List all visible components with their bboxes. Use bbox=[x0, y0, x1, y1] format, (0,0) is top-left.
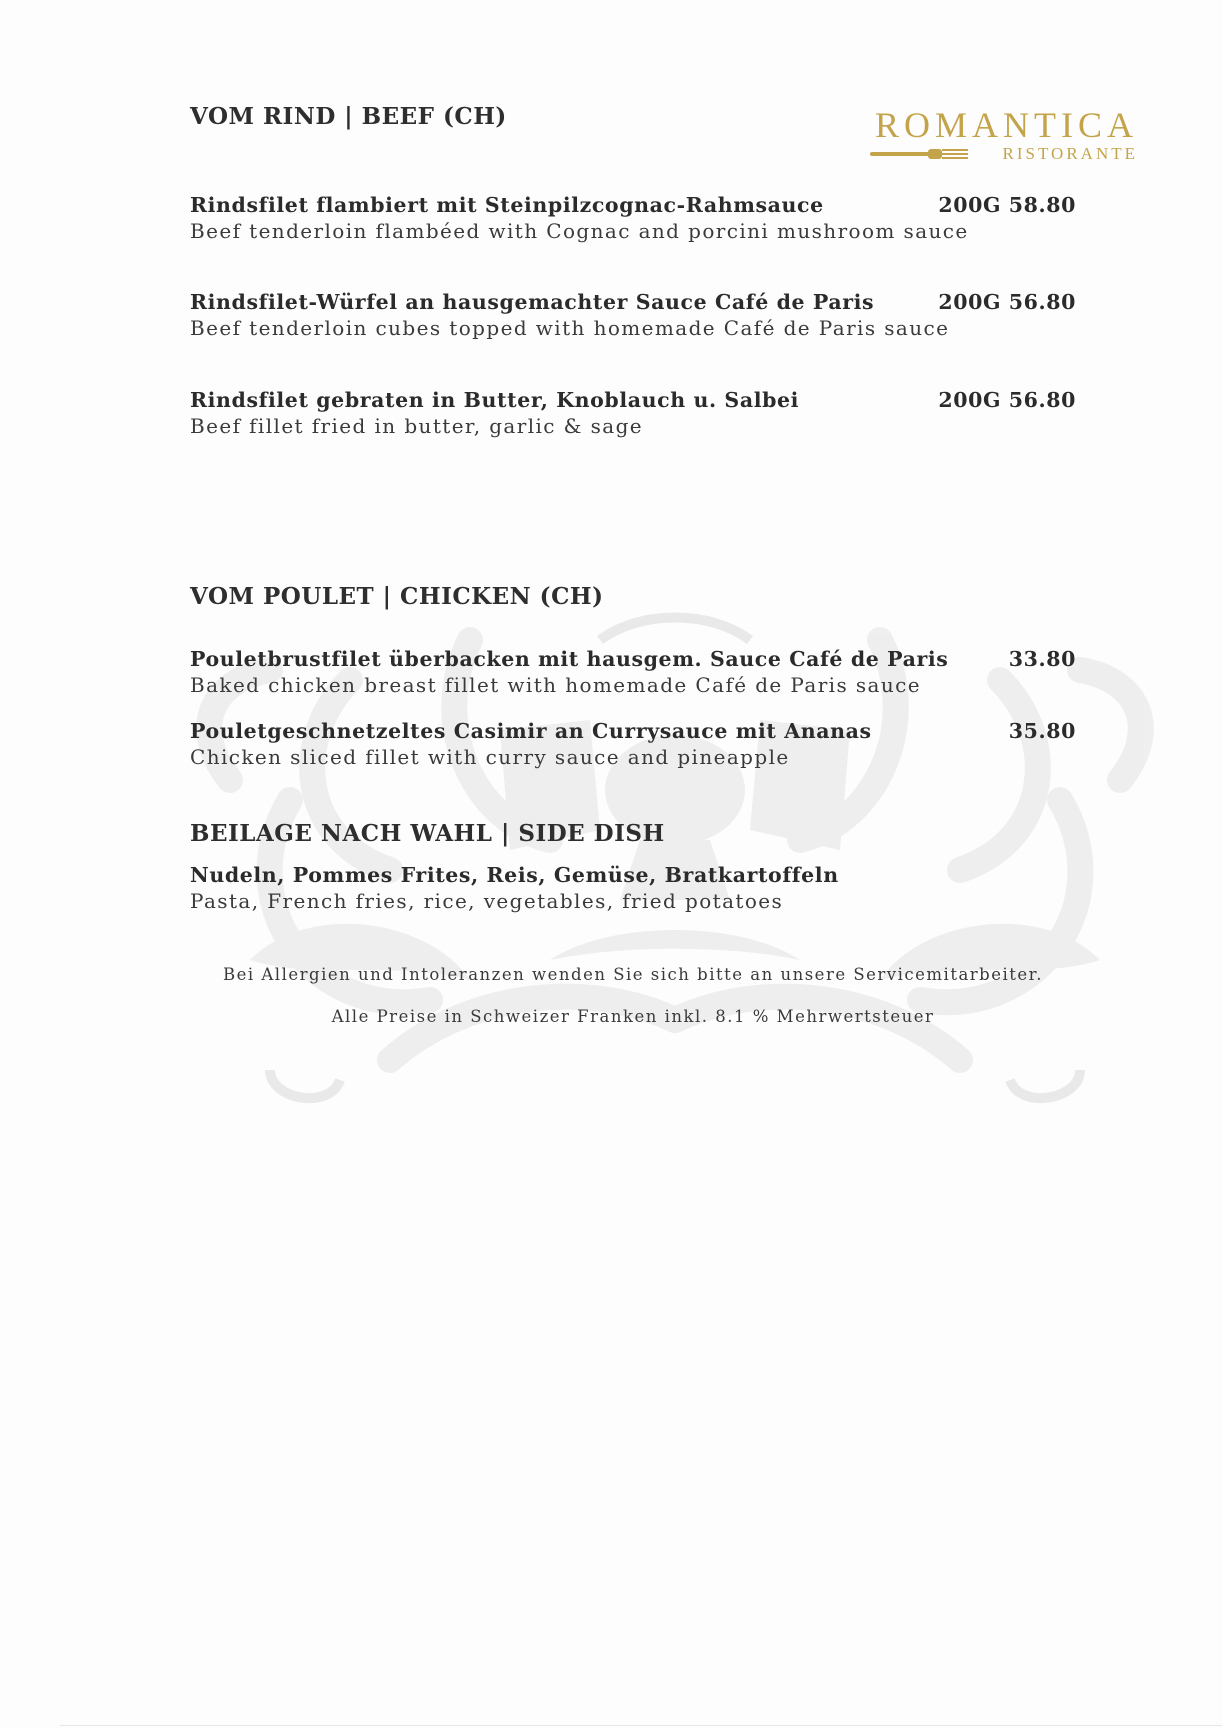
item-price: 200G 56.80 bbox=[938, 290, 1076, 314]
logo-title: ROMANTICA bbox=[874, 105, 1138, 145]
item-name: Pouletbrustfilet überbacken mit hausgem. Sauce Café de Paris bbox=[190, 647, 949, 671]
item-name: Nudeln, Pommes Frites, Reis, Gemüse, Bratkartoffeln bbox=[190, 863, 839, 887]
menu-item bbox=[190, 289, 1076, 341]
menu-item bbox=[190, 718, 1076, 770]
logo-subtitle: RISTORANTE bbox=[1002, 144, 1138, 163]
item-name: Pouletgeschnetzeltes Casimir an Currysauce mit Ananas bbox=[190, 719, 872, 743]
fork-icon bbox=[870, 147, 970, 161]
item-price: 200G 56.80 bbox=[938, 388, 1076, 412]
item-description: Beef tenderloin cubes topped with homemade Café de Paris sauce bbox=[190, 316, 950, 340]
restaurant-logo bbox=[868, 104, 1138, 166]
item-description: Chicken sliced fillet with curry sauce and pineapple bbox=[190, 745, 790, 769]
menu-item bbox=[190, 646, 1076, 698]
item-price: 35.80 bbox=[1008, 719, 1076, 743]
section-title-chicken: VOM POULET | CHICKEN (CH) bbox=[190, 583, 604, 610]
item-description: Pasta, French fries, rice, vegetables, fried potatoes bbox=[190, 889, 784, 913]
price-note: Alle Preise in Schweizer Franken inkl. 8.1 % Mehrwertsteuer bbox=[331, 1007, 935, 1026]
item-price: 33.80 bbox=[1008, 647, 1076, 671]
item-price: 200G 58.80 bbox=[938, 193, 1076, 217]
menu-item bbox=[190, 387, 1076, 439]
item-name: Rindsfilet flambiert mit Steinpilzcognac-Rahmsauce bbox=[190, 193, 824, 217]
section-title-side-dish: BEILAGE NACH WAHL | SIDE DISH bbox=[190, 820, 665, 847]
section-title-beef: VOM RIND | BEEF (CH) bbox=[190, 103, 507, 130]
menu-item bbox=[190, 192, 1076, 244]
item-name: Rindsfilet-Würfel an hausgemachter Sauce Café de Paris bbox=[190, 290, 875, 314]
page-bottom-edge bbox=[60, 1725, 1222, 1726]
item-description: Baked chicken breast fillet with homemade Café de Paris sauce bbox=[190, 673, 921, 697]
item-name: Rindsfilet gebraten in Butter, Knoblauch u. Salbei bbox=[190, 388, 800, 412]
item-description: Beef tenderloin flambéed with Cognac and porcini mushroom sauce bbox=[190, 219, 969, 243]
allergy-note: Bei Allergien und Intoleranzen wenden Sie sich bitte an unsere Servicemitarbeiter. bbox=[222, 965, 1044, 984]
menu-item bbox=[190, 862, 1076, 914]
item-description: Beef fillet fried in butter, garlic & sage bbox=[190, 414, 644, 438]
